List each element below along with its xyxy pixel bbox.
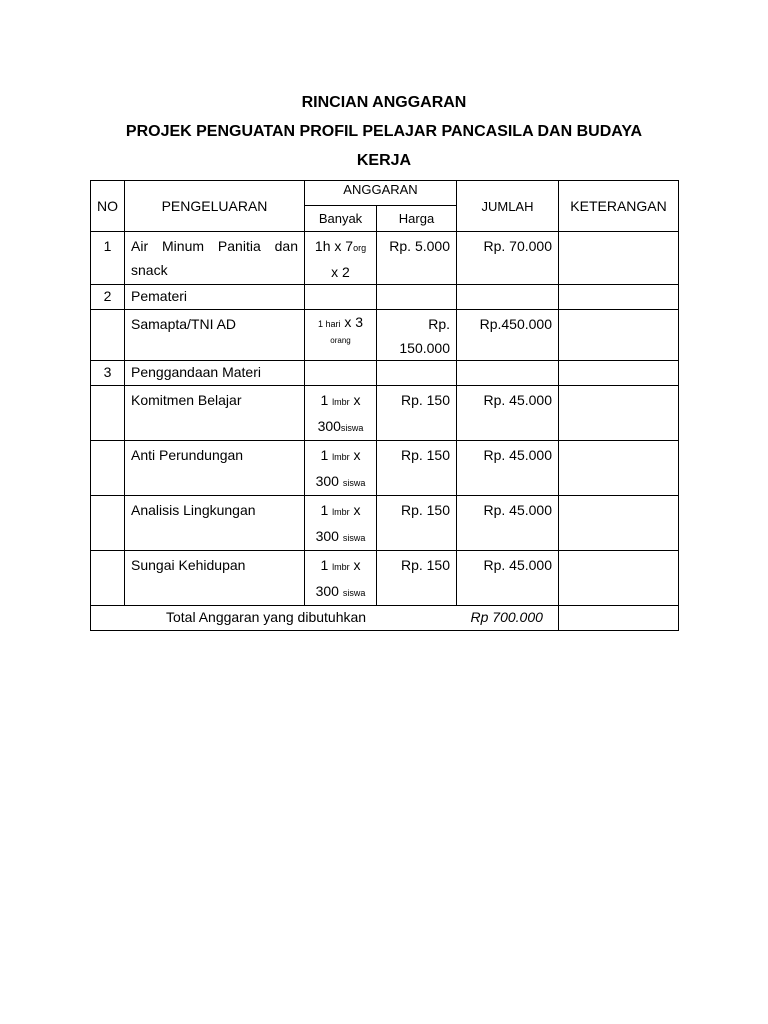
table-row [91,496,679,551]
row-description: Analisis Lingkungan [125,496,305,551]
row-quantity: 1h x 7org x 2 [305,232,377,285]
row-total: Rp. 45.000 [457,441,559,496]
row-description: Komitmen Belajar [125,386,305,441]
row-total: Rp.450.000 [457,310,559,361]
row-number: 3 [91,361,125,386]
row-price: Rp. 150 [377,386,457,441]
row-price: Rp. 150 [377,496,457,551]
row-total: Rp. 45.000 [457,551,559,606]
table-row [91,386,679,441]
header-no: NO [91,181,125,232]
budget-table [90,180,679,631]
row-quantity: 1 lmbr x 300 siswa [305,441,377,496]
document-subtitle-line2: KERJA [356,152,412,169]
row-total: Rp. 70.000 [457,232,559,285]
row-category: Pemateri [125,285,305,310]
row-category: Penggandaan Materi [125,361,305,386]
total-value: Rp 700.000 [457,606,559,631]
row-quantity: 1 lmbr x 300 siswa [305,551,377,606]
row-number: 1 [91,232,125,285]
header-pengeluaran: PENGELUARAN [125,181,305,232]
header-keterangan: KETERANGAN [559,181,679,232]
row-price: Rp. 5.000 [377,232,457,285]
row-quantity: 1 lmbr x 300 siswa [305,496,377,551]
row-note [559,232,679,285]
document-title: RINCIAN ANGGARAN [301,94,467,111]
header-anggaran: ANGGARAN [305,181,457,206]
header-banyak: Banyak [305,206,377,232]
row-price: Rp. 150.000 [377,310,457,361]
header-jumlah: JUMLAH [457,181,559,232]
table-row [91,310,679,361]
table-row [91,361,679,386]
document-subtitle-line1: PROJEK PENGUATAN PROFIL PELAJAR PANCASILA DAN BUDAYA [125,123,643,140]
header-harga: Harga [377,206,457,232]
row-total: Rp. 45.000 [457,386,559,441]
table-row [91,285,679,310]
row-price: Rp. 150 [377,551,457,606]
row-description: Sungai Kehidupan [125,551,305,606]
header-row-1 [91,181,679,206]
total-label: Total Anggaran yang dibutuhkan [91,606,457,631]
row-description: Air Minum Panitia dan snack [125,232,305,285]
row-quantity: 1 hari x 3 orang [305,310,377,361]
row-description: Samapta/TNI AD [125,310,305,361]
row-description: Anti Perundungan [125,441,305,496]
table-row [91,551,679,606]
row-quantity: 1 lmbr x 300siswa [305,386,377,441]
table-row [91,441,679,496]
row-price: Rp. 150 [377,441,457,496]
row-number: 2 [91,285,125,310]
description-line: Air Minum Panitia dan [131,238,298,254]
table-row [91,232,679,285]
row-total: Rp. 45.000 [457,496,559,551]
total-row [91,606,679,631]
